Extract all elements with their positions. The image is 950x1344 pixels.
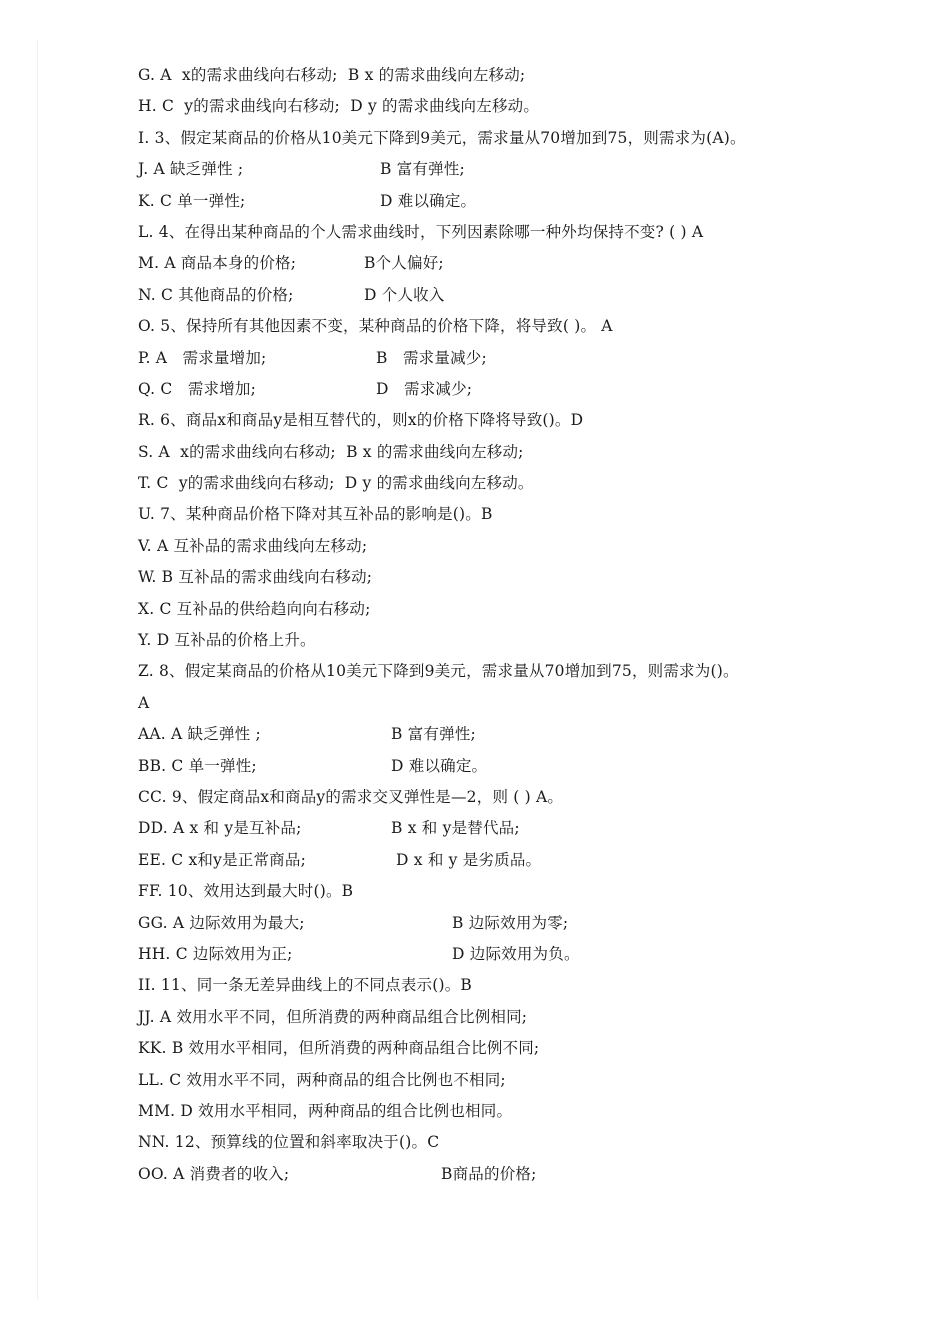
- line-text: BB. C 单一弹性;: [138, 756, 257, 775]
- question-line: [138, 437, 928, 468]
- question-line: [138, 91, 928, 122]
- line-text: S. A x的需求曲线向右移动; B x 的需求曲线向左移动;: [138, 442, 524, 461]
- line-text: O. 5、保持所有其他因素不变，某种商品的价格下降，将导致( )。 A: [138, 317, 613, 336]
- question-line: [138, 908, 928, 939]
- line-text: N. C 其他商品的价格;: [138, 285, 294, 304]
- question-line: [138, 154, 928, 185]
- question-line: [138, 656, 928, 687]
- line-text: GG. A 边际效用为最大;: [138, 913, 305, 932]
- question-line: [138, 1096, 928, 1127]
- question-line: [138, 1127, 928, 1158]
- line-text: DD. A x 和 y是互补品;: [138, 819, 302, 838]
- line-text: I. 3、假定某商品的价格从10美元下降到9美元，需求量从70增加到75，则需求为(A)。: [138, 128, 746, 147]
- question-line: [138, 468, 928, 499]
- option-text-right: B 需求量减少;: [376, 348, 487, 367]
- question-line: [138, 374, 928, 405]
- option-text-right: D x 和 y 是劣质品。: [396, 850, 542, 869]
- question-line: [138, 719, 928, 750]
- line-text: MM. D 效用水平相同，两种商品的组合比例也相同。: [138, 1101, 513, 1120]
- line-text: V. A 互补品的需求曲线向左移动;: [138, 536, 368, 555]
- question-line: [138, 751, 928, 782]
- option-text-right: B商品的价格;: [441, 1164, 537, 1183]
- line-text: OO. A 消费者的收入;: [138, 1164, 290, 1183]
- question-line: [138, 499, 928, 530]
- line-text: W. B 互补品的需求曲线向右移动;: [138, 568, 373, 587]
- option-text-right: B 富有弹性;: [391, 725, 476, 744]
- question-line: [138, 970, 928, 1001]
- question-line: [138, 60, 928, 91]
- question-line: [138, 876, 928, 907]
- question-line: [138, 217, 928, 248]
- question-line: [138, 1159, 928, 1190]
- option-text-right: B个人偏好;: [364, 254, 444, 273]
- line-text: P. A 需求量增加;: [138, 348, 267, 367]
- line-text: A: [138, 693, 150, 712]
- question-line: [138, 688, 928, 719]
- line-text: LL. C 效用水平不同，两种商品的组合比例也不相同;: [138, 1070, 506, 1089]
- question-line: [138, 625, 928, 656]
- question-line: [138, 311, 928, 342]
- option-text-right: B x 和 y是替代品;: [391, 819, 520, 838]
- question-line: [138, 280, 928, 311]
- question-line: [138, 562, 928, 593]
- question-line: [138, 343, 928, 374]
- question-line: [138, 248, 928, 279]
- line-text: Z. 8、假定某商品的价格从10美元下降到9美元，需求量从70增加到75，则需求为()。: [138, 662, 739, 681]
- question-line: [138, 531, 928, 562]
- line-text: Y. D 互补品的价格上升。: [138, 631, 316, 650]
- question-list: [138, 60, 928, 1190]
- option-text-right: D 个人收入: [364, 285, 445, 304]
- option-text-right: D 难以确定。: [391, 756, 488, 775]
- question-line: [138, 1033, 928, 1064]
- line-text: M. A 商品本身的价格;: [138, 254, 297, 273]
- question-line: [138, 594, 928, 625]
- question-line: [138, 1002, 928, 1033]
- question-line: [138, 813, 928, 844]
- line-text: H. C y的需求曲线向右移动; D y 的需求曲线向左移动。: [138, 97, 540, 116]
- page-edge-divider: [37, 40, 38, 1300]
- line-text: FF. 10、效用达到最大时()。B: [138, 882, 354, 901]
- question-line: [138, 405, 928, 436]
- option-text-right: B 边际效用为零;: [452, 913, 569, 932]
- line-text: NN. 12、预算线的位置和斜率取决于()。C: [138, 1133, 440, 1152]
- option-text-right: B 富有弹性;: [380, 160, 465, 179]
- line-text: T. C y的需求曲线向右移动; D y 的需求曲线向左移动。: [138, 474, 534, 493]
- line-text: L. 4、在得出某种商品的个人需求曲线时，下列因素除哪一种外均保持不变? ( ) A: [138, 222, 704, 241]
- option-text-right: D 边际效用为负。: [452, 944, 580, 963]
- line-text: J. A 缺乏弹性 ;: [138, 160, 244, 179]
- question-line: [138, 123, 928, 154]
- line-text: Q. C 需求增加;: [138, 379, 257, 398]
- line-text: HH. C 边际效用为正;: [138, 944, 293, 963]
- line-text: K. C 单一弹性;: [138, 191, 246, 210]
- line-text: CC. 9、假定商品x和商品y的需求交叉弹性是—2，则 ( ) A。: [138, 787, 564, 806]
- question-line: [138, 1065, 928, 1096]
- line-text: X. C 互补品的供给趋向向右移动;: [138, 599, 371, 618]
- line-text: JJ. A 效用水平不同，但所消费的两种商品组合比例相同;: [138, 1007, 528, 1026]
- question-line: [138, 939, 928, 970]
- line-text: EE. C x和y是正常商品;: [138, 850, 306, 869]
- option-text-right: D 难以确定。: [380, 191, 477, 210]
- question-line: [138, 782, 928, 813]
- line-text: G. A x的需求曲线向右移动; B x 的需求曲线向左移动;: [138, 66, 526, 84]
- line-text: AA. A 缺乏弹性 ;: [138, 725, 261, 744]
- line-text: R. 6、商品x和商品y是相互替代的，则x的价格下降将导致()。D: [138, 411, 584, 430]
- question-line: [138, 845, 928, 876]
- option-text-right: D 需求减少;: [376, 379, 473, 398]
- line-text: KK. B 效用水平相同，但所消费的两种商品组合比例不同;: [138, 1039, 540, 1058]
- line-text: II. 11、同一条无差异曲线上的不同点表示()。B: [138, 976, 473, 995]
- line-text: U. 7、某种商品价格下降对其互补品的影响是()。B: [138, 505, 493, 524]
- question-line: [138, 186, 928, 217]
